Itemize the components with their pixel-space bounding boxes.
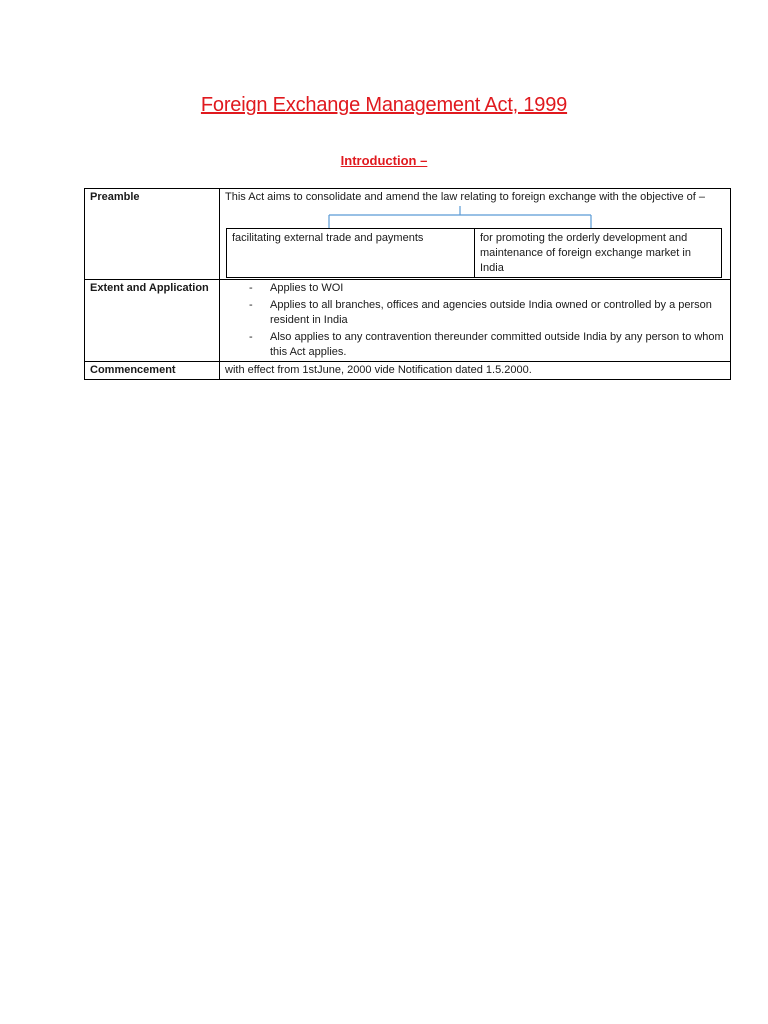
- dash-marker: -: [249, 282, 253, 294]
- objectives-connector: [225, 206, 725, 228]
- list-item: [225, 330, 725, 360]
- dash-marker: -: [249, 299, 253, 311]
- extent-list: [225, 281, 725, 360]
- table-row-commencement: [85, 362, 731, 380]
- commencement-text: with effect from 1stJune, 2000 vide Notification dated 1.5.2000.: [220, 362, 731, 380]
- preamble-label: Preamble: [85, 189, 220, 280]
- connector-lines: [225, 206, 725, 228]
- extent-item-text: Applies to WOI: [270, 282, 344, 294]
- objective-box-market: for promoting the orderly development and maintenance of foreign exchange market in India: [480, 232, 691, 274]
- table-row-preamble: [85, 189, 731, 280]
- section-subtitle: Introduction –: [340, 153, 428, 168]
- extent-label: Extent and Application: [85, 280, 220, 362]
- act-summary-table: [84, 188, 731, 380]
- preamble-text: This Act aims to consolidate and amend the law relating to foreign exchange with the objective of –: [225, 191, 706, 203]
- extent-content: [220, 280, 731, 362]
- preamble-content: [220, 189, 731, 280]
- objective-box-trade: facilitating external trade and payments: [227, 229, 475, 277]
- extent-item-text: Applies to all branches, offices and agencies outside India owned or controlled by a person resident in India: [270, 299, 712, 326]
- list-item: [225, 298, 725, 328]
- table-row-extent: [85, 280, 731, 362]
- objectives-boxes: [226, 228, 722, 278]
- dash-marker: -: [249, 331, 253, 343]
- list-item: [225, 281, 725, 296]
- commencement-label: Commencement: [85, 362, 220, 380]
- extent-item-text: Also applies to any contravention thereunder committed outside India by any person to whom this Act applies.: [270, 331, 724, 358]
- document-title: Foreign Exchange Management Act, 1999: [200, 94, 568, 116]
